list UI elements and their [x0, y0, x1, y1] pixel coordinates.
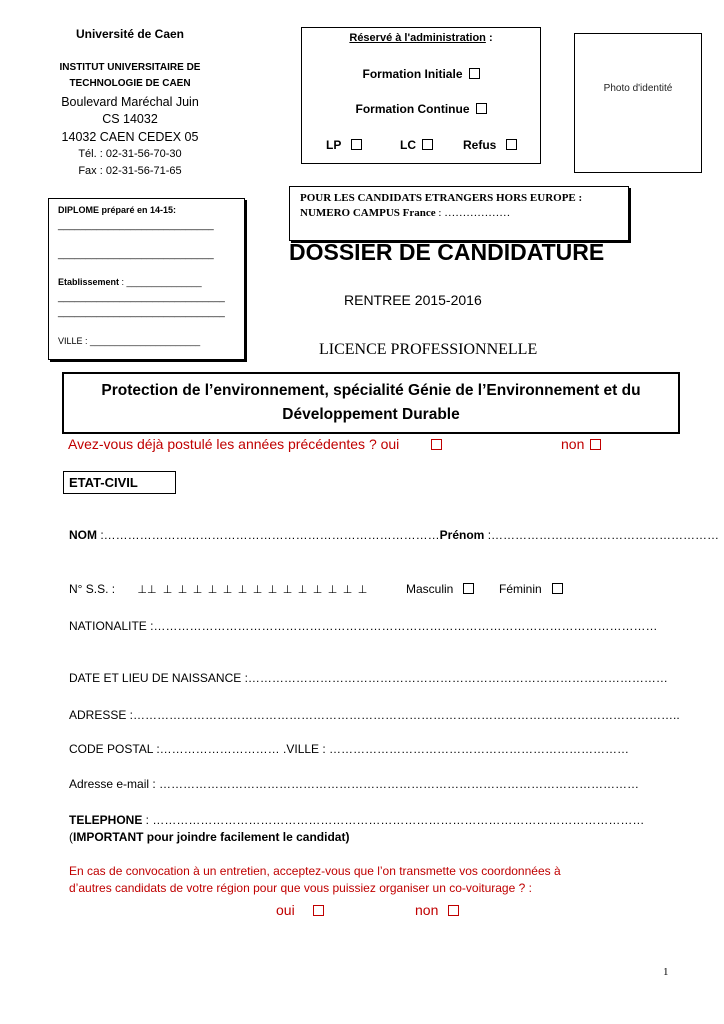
specialty-line1: Protection de l’environnement, spécialité Génie de l’Environnement et du [101, 382, 641, 399]
nom-label: NOM [69, 528, 97, 542]
diploma-field-line2[interactable]: ____________________________ [58, 249, 214, 260]
ss-number-label: N° S.S. : [69, 582, 116, 596]
formation-initiale-option[interactable] [302, 67, 540, 81]
feminin-checkbox[interactable] [552, 583, 563, 594]
telephone-important-note: IMPORTANT pour joindre facilement le candidat) [73, 830, 350, 844]
already-applied-text: Avez-vous déjà postulé les années précédentes ? oui [68, 436, 400, 452]
covoiturage-non-option[interactable] [415, 902, 459, 918]
photo-box-label: Photo d'identité [603, 83, 673, 94]
university-name: Université de Caen [75, 27, 185, 41]
ss-digit-slot[interactable]: ⊥ [222, 584, 233, 596]
ss-number-field[interactable] [136, 580, 368, 598]
ss-digit-slot[interactable]: ⊥ [192, 584, 203, 596]
formation-initiale-label: Formation Initiale [362, 67, 463, 81]
ss-digit-slot[interactable]: ⊥ [327, 584, 338, 596]
ss-digit-slot[interactable]: ⊥ [312, 584, 323, 596]
ss-digit-slot[interactable]: ⊥ [282, 584, 293, 596]
foreign-candidates-title: POUR LES CANDIDATS ETRANGERS HORS EUROPE : [300, 192, 583, 204]
lp-option[interactable] [326, 138, 362, 152]
already-applied-non-option[interactable] [561, 436, 601, 452]
formation-continue-option[interactable] [302, 102, 540, 116]
rentree-year: RENTREE 2015-2016 [344, 292, 482, 308]
campus-france-field[interactable]: : ……………… [435, 207, 511, 219]
lp-checkbox[interactable] [351, 139, 362, 150]
masculin-checkbox[interactable] [463, 583, 474, 594]
admin-reserved-box [301, 27, 541, 164]
covoiturage-question-line1: En cas de convocation à un entretien, acceptez-vous que l’on transmette vos coordonnées à [69, 864, 561, 878]
adresse-field[interactable]: ADRESSE :……………………………………………………………………………………………………………………….. [69, 708, 680, 722]
etablissement-label: Etablissement [58, 277, 120, 287]
covoiturage-oui-checkbox[interactable] [313, 905, 324, 916]
covoiturage-oui-option[interactable] [276, 902, 324, 918]
address-line1: Boulevard Maréchal Juin [61, 95, 199, 109]
already-applied-non-checkbox[interactable] [590, 439, 601, 450]
nom-row [69, 528, 719, 542]
formation-continue-label: Formation Continue [355, 102, 470, 116]
ss-digit-slot[interactable]: ⊥ [177, 584, 188, 596]
code-postal-ville-field[interactable]: CODE POSTAL :………………………… .VILLE : ………………………………………………………………… [69, 742, 630, 756]
specialty-box [62, 372, 680, 434]
prenom-label: Prénom [439, 528, 485, 542]
page-number: 1 [663, 966, 669, 978]
admin-box-title-colon: : [485, 32, 493, 44]
photo-box [574, 33, 702, 173]
ss-digit-slot[interactable]: ⊥ [207, 584, 218, 596]
admin-box-title: Réservé à l'administration [349, 32, 486, 44]
page-title: DOSSIER DE CANDIDATURE [289, 239, 605, 265]
ss-digit-slot[interactable]: ⊥⊥ [137, 584, 157, 596]
refus-option[interactable] [463, 138, 517, 152]
covoiturage-non-checkbox[interactable] [448, 905, 459, 916]
address-line3: 14032 CAEN CEDEX 05 [61, 130, 199, 144]
foreign-candidates-box [289, 186, 629, 241]
covoiturage-question-line2: d’autres candidats de votre région pour que vous puissiez organiser un co-voiturage ? : [69, 881, 532, 895]
institute-line1: INSTITUT UNIVERSITAIRE DE [59, 62, 201, 73]
campus-france-label: NUMERO CAMPUS France [300, 207, 436, 219]
masculin-option[interactable] [406, 582, 474, 596]
covoiturage-oui-label: oui [276, 902, 295, 918]
etablissement-field[interactable]: : _______________ [119, 277, 202, 287]
lp-label: LP [326, 138, 342, 152]
ss-digit-slot[interactable]: ⊥ [237, 584, 248, 596]
specialty-line2: Développement Durable [282, 406, 460, 423]
ss-digit-slot[interactable]: ⊥ [357, 584, 368, 596]
ss-digit-slot[interactable]: ⊥ [297, 584, 308, 596]
telephone-number: Tél. : 02-31-56-70-30 [78, 148, 182, 160]
formation-initiale-checkbox[interactable] [469, 68, 480, 79]
feminin-option[interactable] [499, 582, 563, 596]
prenom-field[interactable]: :………………………………………………… [484, 528, 720, 542]
naissance-field[interactable]: DATE ET LIEU DE NAISSANCE :…………………………………………………………………………………………… [69, 671, 668, 685]
ss-digit-slot[interactable]: ⊥ [267, 584, 278, 596]
refus-label: Refus [463, 138, 497, 152]
formation-continue-checkbox[interactable] [476, 103, 487, 114]
licence-type: LICENCE PROFESSIONNELLE [319, 341, 538, 358]
feminin-label: Féminin [499, 582, 542, 596]
already-applied-non-label: non [561, 436, 585, 452]
institute-line2: TECHNOLOGIE DE CAEN [69, 78, 191, 89]
diploma-title: DIPLOME préparé en 14-15: [58, 205, 177, 215]
already-applied-question [68, 436, 442, 452]
covoiturage-non-label: non [415, 902, 439, 918]
ss-digit-slot[interactable]: ⊥ [342, 584, 353, 596]
diploma-field-line1[interactable]: ____________________________ [58, 220, 214, 231]
masculin-label: Masculin [406, 582, 454, 596]
nationalite-field[interactable]: NATIONALITE :……………………………………………………………………………………………………………… [69, 619, 658, 633]
ss-digit-slot[interactable]: ⊥ [252, 584, 263, 596]
diploma-city-field[interactable]: VILLE : ______________________ [58, 336, 201, 346]
telephone-field[interactable]: : …………………………………………………………………………………………………………… [142, 813, 645, 827]
section-title-etat-civil: ETAT-CIVIL [63, 471, 176, 494]
nom-field[interactable]: :………………………………………………………………………… [97, 528, 440, 542]
lc-option[interactable] [400, 138, 433, 152]
lc-checkbox[interactable] [422, 139, 433, 150]
etablissement-field-line2[interactable]: ______________________________ [58, 292, 225, 303]
already-applied-oui-checkbox[interactable] [431, 439, 442, 450]
etablissement-field-line3[interactable]: ______________________________ [58, 307, 225, 318]
address-line2: CS 14032 [102, 112, 158, 126]
telephone-row [69, 813, 644, 827]
email-field[interactable]: Adresse e-mail : ………………………………………………………………………………………………………… [69, 777, 640, 791]
lc-label: LC [400, 138, 416, 152]
telephone-label: TELEPHONE [69, 813, 143, 827]
telephone-note: (IMPORTANT pour joindre facilement le candidat) [69, 830, 350, 844]
diploma-box [48, 198, 245, 360]
fax-number: Fax : 02-31-56-71-65 [78, 165, 182, 177]
refus-checkbox[interactable] [506, 139, 517, 150]
ss-digit-slot[interactable]: ⊥ [162, 584, 173, 596]
